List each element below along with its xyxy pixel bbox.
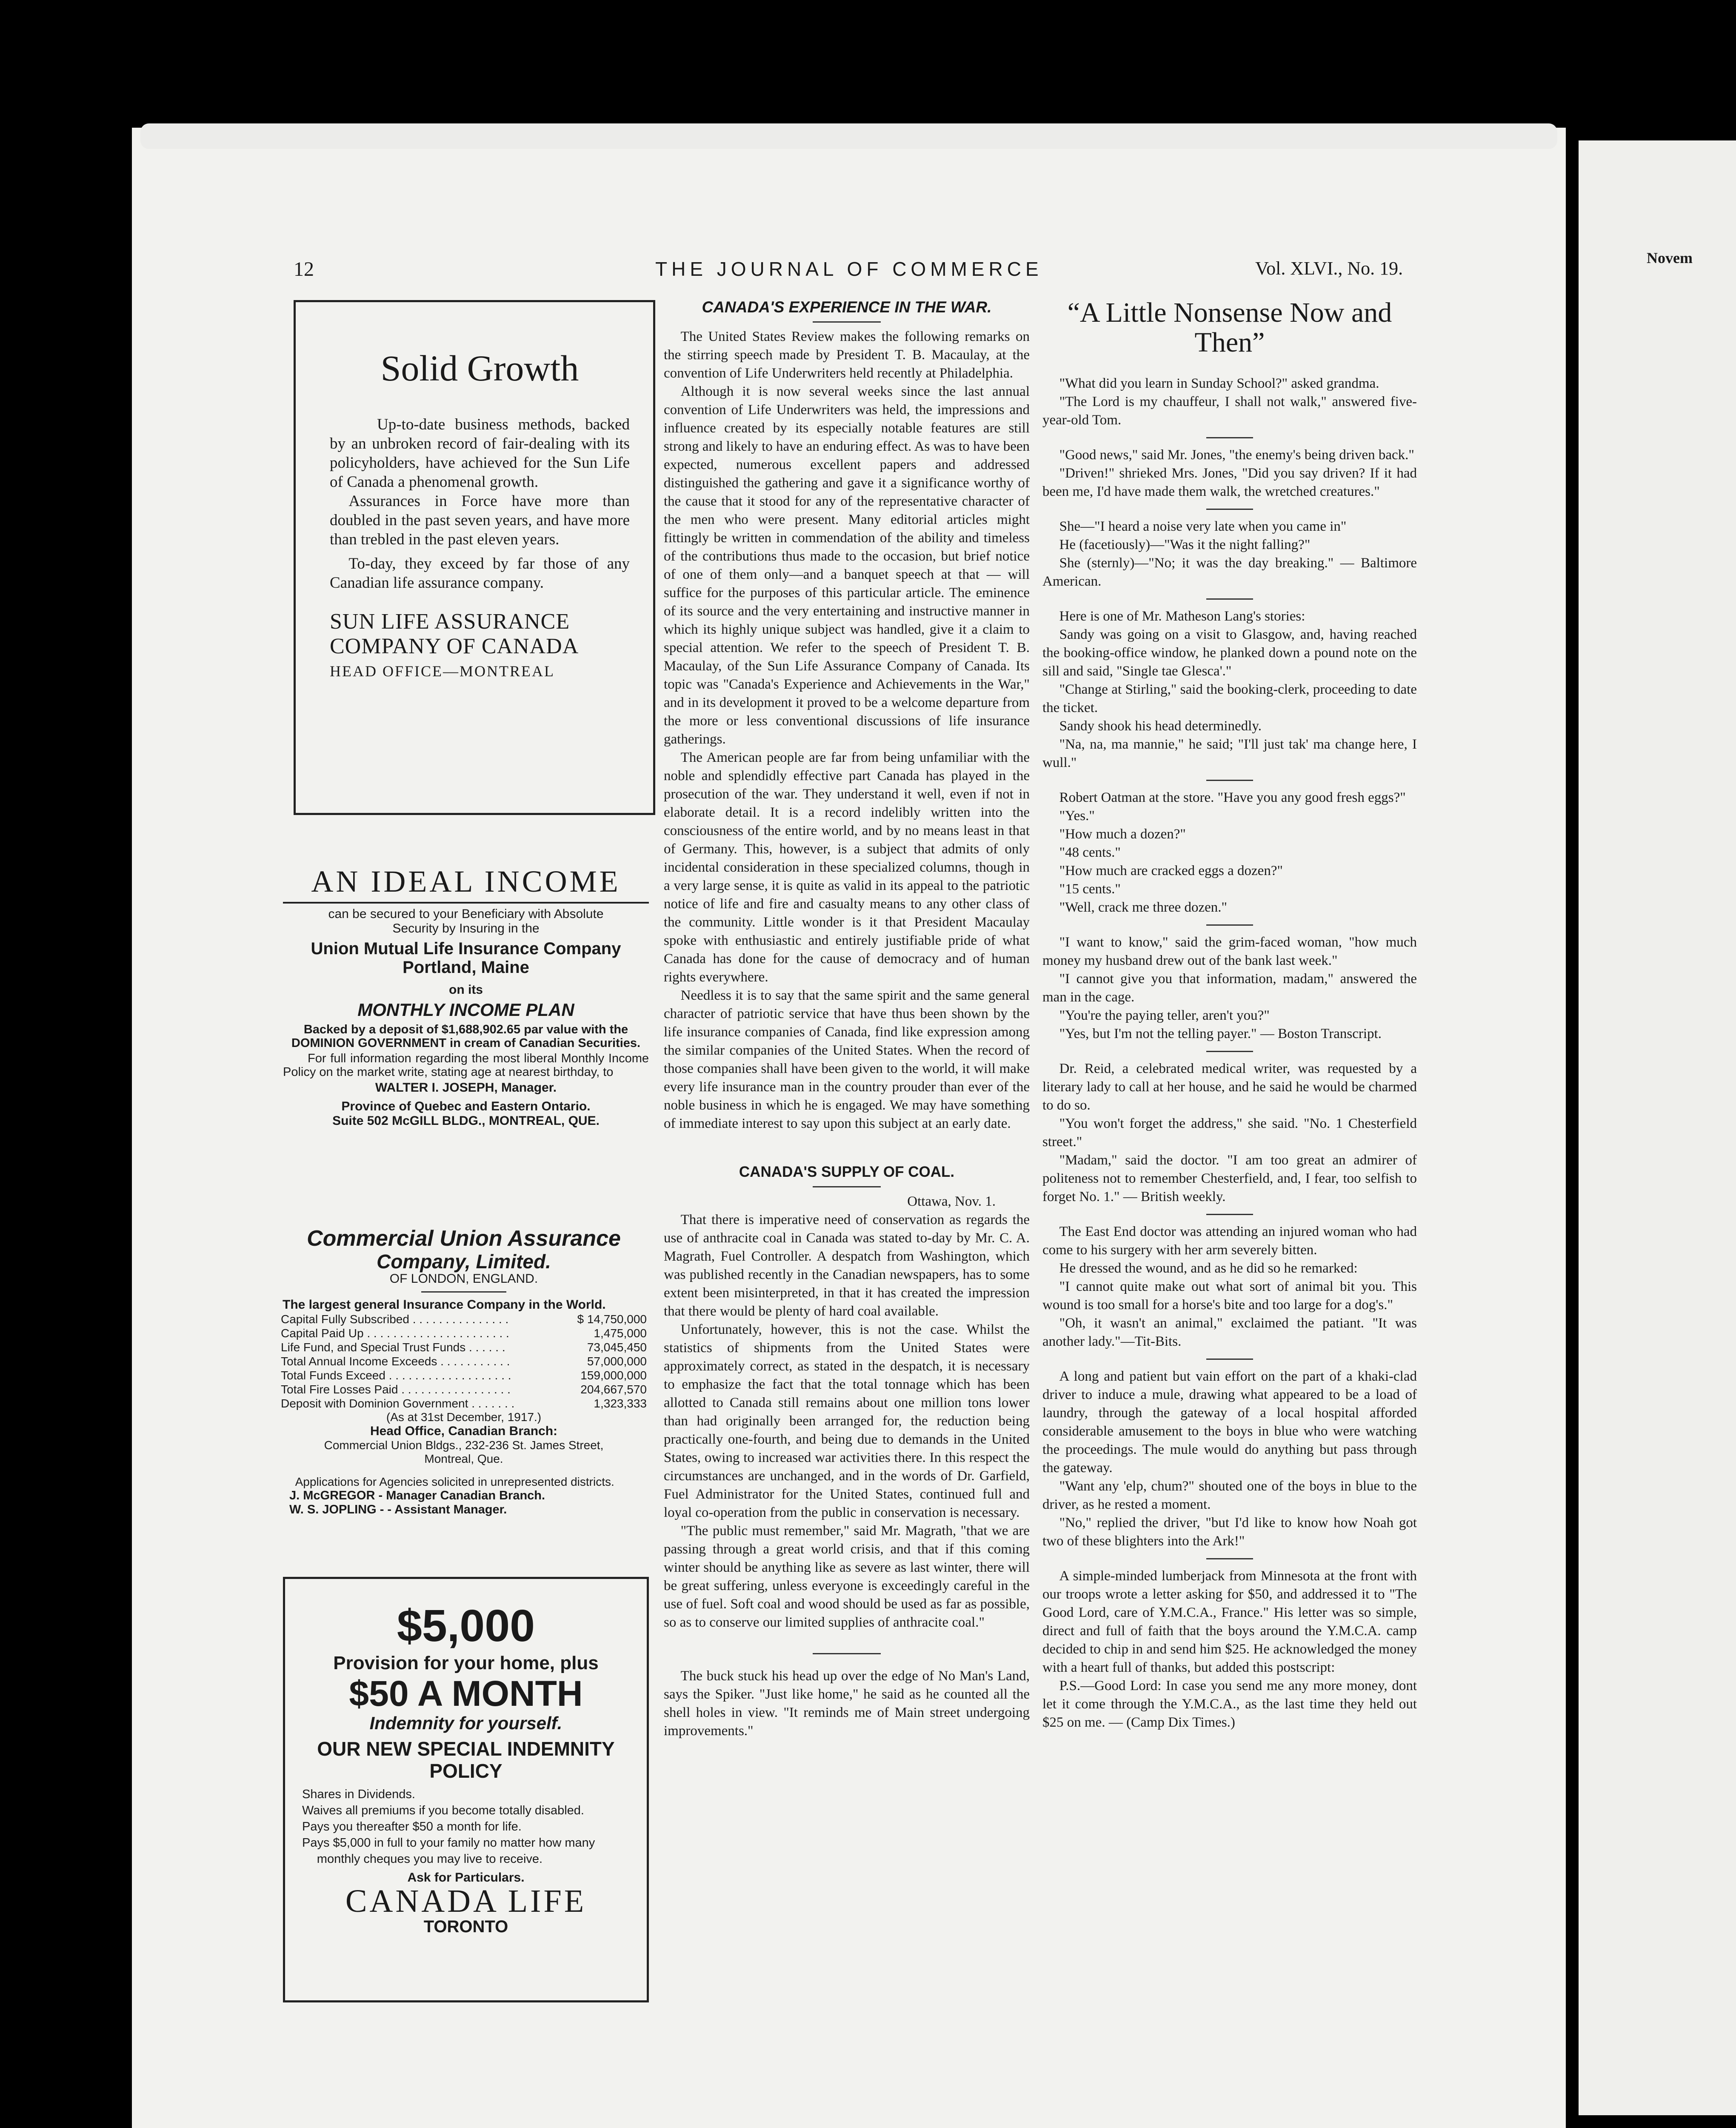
joke-paragraph: "15 cents." <box>1059 881 1121 897</box>
joke-paragraph: The East End doctor was attending an injured woman who had come to his surgery with her arm severely bitten. <box>1042 1224 1417 1258</box>
company-name: Union Mutual Life Insurance Company <box>311 939 621 958</box>
joke-paragraph: "Want any 'elp, chum?" shouted one of the boys in blue to the driver, as he rested a moment. <box>1042 1479 1417 1512</box>
company-name: SUN LIFE ASSURANCE <box>330 609 570 634</box>
adjacent-page-header: Novem <box>1647 249 1693 266</box>
dateline: Ottawa, Nov. 1. <box>907 1194 996 1209</box>
divider <box>813 1186 881 1187</box>
joke-paragraph: "Change at Stirling," said the booking-clerk, proceeding to date the ticket. <box>1042 682 1417 715</box>
journal-title: THE JOURNAL OF COMMERCE <box>655 258 1043 280</box>
article-paragraph: That there is imperative need of conservation as regards the use of anthracite coal in Canada was stated to-day by Mr. C. A. Magrath, Fuel Controller. A despatch from Washington, which was published recently in the Canadian newspapers, has to some extent been misinterpreted, in that it has created the impression that there would be plenty of hard coal available. <box>664 1212 1030 1319</box>
ad-address: Commercial Union Bldgs., 232-236 St. James Street, Montreal, Que. <box>324 1439 604 1465</box>
ad-line: (As at 31st December, 1917.) <box>386 1410 542 1424</box>
divider <box>1206 509 1253 510</box>
article-title: CANADA'S SUPPLY OF COAL. <box>739 1164 955 1180</box>
company-location: TORONTO <box>423 1917 508 1936</box>
page-number: 12 <box>294 258 314 280</box>
row-label: Capital Fully Subscribed . . . . . . . . . . . . . . . <box>281 1313 509 1326</box>
joke-item <box>1042 607 1417 772</box>
manager-name: WALTER I. JOSEPH, Manager. <box>375 1081 557 1095</box>
article-paragraph: Needless it is to say that the same spirit and the same general character of patriotic service that have thus been shown by the life insurance companies of Canada, find like expression among the similar companies of the United States. When the record of those companies shall have been given to the world, it will make every life insurance man in the country prouder than ever of the noble business in which he is engaged. We may have something of immediate interest to say upon this subject at an early date. <box>664 988 1030 1131</box>
row-label: Total Fire Losses Paid . . . . . . . . . . . . . . . . . <box>281 1383 511 1396</box>
manager-name: W. S. JOPLING - - Assistant Manager. <box>289 1503 507 1516</box>
ad-line: For full information regarding the most liberal Monthly Income Policy on the market write, stating age at nearest birthday, to <box>283 1052 649 1079</box>
right-column <box>1042 298 1417 1732</box>
divider <box>1206 1558 1253 1559</box>
joke-paragraph: "You won't forget the address," she said. "No. 1 Chesterfield street." <box>1042 1116 1417 1150</box>
sun-life-ad <box>294 300 655 815</box>
company-name: COMPANY OF CANADA <box>330 634 579 658</box>
policy-features <box>302 1786 634 1867</box>
ad-heading: AN IDEAL INCOME <box>283 864 649 904</box>
joke-paragraph: "Well, crack me three dozen." <box>1059 900 1228 915</box>
joke-paragraph: P.S.—Good Lord: In case you send me any more money, dont let it come through the Y.M.C.A., as the last time they held out $25 on me. — (Camp Dix Times.) <box>1042 1678 1417 1730</box>
joke-paragraph: A long and patient but vain effort on the part of a khaki-clad driver to induce a mule, drawing what appeared to be a load of laundry, through the gateway of a local hospital afforded considerable amusement to the boys in blue who were watching the proceedings. The mule would do anything but pass through the gateway. <box>1042 1369 1417 1476</box>
jokes-list <box>1042 375 1417 1732</box>
article-paragraph: Although it is now several weeks since the last annual convention of Life Underwriters was held, the impressions and influence created by its especially notable features are still strong and likely to have an enduring effect. As was to have been expected, numerous excellent papers and addressed distinguished the gathering and gave it a significance worthy of the cause that it stood for any of the representative character of the men who were present. Many editorial articles might fittingly be written in commendation of the ability and timeless of the contributions thus made to the occasion, but brief notice of one of them only—and a banquet speech at that — will suffice for the purposes of this particular article. The eminence of its source and the very entertaining and instructive manner in which its highly unique subject was handled, give it a claim to special attention. We refer to the speech of President T. B. Macaulay, of the Sun Life Assurance Company of Canada. Its topic was "Canada's Experience and Achievements in the War," and in its development it proved to be a welcome departure from the more or less conventional discussions of life insurance gatherings. <box>664 384 1030 747</box>
policy-feature: Pays you thereafter $50 a month for life. <box>302 1820 522 1833</box>
row-value: 1,475,000 <box>594 1327 647 1340</box>
joke-paragraph: "Driven!" shrieked Mrs. Jones, "Did you say driven? If it had been me, I'd have made them walk, the wretched creatures." <box>1042 466 1417 499</box>
divider <box>813 1653 881 1654</box>
article-body <box>664 1211 1030 1632</box>
joke-paragraph: "I want to know," said the grim-faced woman, "how much money my husband drew out of the bank last week." <box>1042 935 1417 968</box>
ad-line: Applications for Agencies solicited in unrepresented districts. <box>295 1475 614 1488</box>
divider <box>1206 598 1253 600</box>
joke-paragraph: Sandy was going on a visit to Glasgow, and, having reached the booking-office window, he planked down a pound note on the sill and said, "Single tae Glesca'." <box>1042 627 1417 679</box>
ad-line: can be secured to your Beneficiary with Absolute Security by Insuring in the <box>328 907 604 935</box>
row-label: Capital Paid Up . . . . . . . . . . . . . . . . . . . . . . <box>281 1327 509 1340</box>
plan-name: MONTHLY INCOME PLAN <box>357 1000 574 1020</box>
table-row <box>281 1382 647 1396</box>
row-label: Total Funds Exceed . . . . . . . . . . . . . . . . . . . <box>281 1369 511 1382</box>
commercial-union-ad <box>281 1226 647 1517</box>
ad-paragraph: Up-to-date business methods, backed by an unbroken record of fair-dealing with its policyholders, have achieved for the Sun Life of Canada a phenomenal growth. <box>330 416 630 491</box>
divider <box>1206 780 1253 781</box>
ad-line: Backed by a deposit of $1,688,902.65 par value with the DOMINION GOVERNMENT in cream of Canadian Securities. <box>291 1023 641 1050</box>
head-office: HEAD OFFICE—MONTREAL <box>330 663 555 680</box>
ad-amount: $5,000 <box>397 1601 535 1651</box>
joke-item <box>1042 518 1417 591</box>
ad-heading: Solid Growth <box>380 348 579 389</box>
joke-paragraph: "Oh, it wasn't an animal," exclaimed the patiant. "It was another lady."—Tit-Bits. <box>1042 1316 1417 1349</box>
middle-column <box>664 298 1030 1740</box>
policy-feature: Shares in Dividends. <box>302 1788 415 1801</box>
union-mutual-ad <box>283 864 649 1128</box>
joke-paragraph: "How much are cracked eggs a dozen?" <box>1059 863 1283 878</box>
company-location: OF LONDON, ENGLAND. <box>389 1272 538 1286</box>
divider <box>421 1291 506 1293</box>
table-row <box>281 1326 647 1340</box>
policy-name: OUR NEW SPECIAL INDEMNITY POLICY <box>317 1738 615 1782</box>
ad-subheading: Company, Limited. <box>377 1250 551 1273</box>
joke-paragraph: "I cannot give you that information, madam," answered the man in the cage. <box>1042 971 1417 1005</box>
adjacent-page <box>1579 140 1736 2115</box>
article-paragraph: The American people are far from being unfamiliar with the noble and splendidly effective part Canada has played in the prosecution of the war. They understand it well, even if not in elaborate detail. It is a record indelibly written into the consciousness of the entire world, and by no means least in that of Germany. This, however, is a subject that admits of only incidental consideration in these specialized columns, though in a very large sense, it is quite as valid in its appeal to the patriotic notice of life and fire and casualty means to any other class of the community. Little wonder is it that President Macaulay spoke with enthusiastic and entirely justifiable pride of what Canada has done for the cause of democracy and of human rights everywhere. <box>664 750 1030 985</box>
joke-paragraph: Dr. Reid, a celebrated medical writer, was requested by a literary lady to call at her house, and he said he would be charmed to do so. <box>1042 1061 1417 1113</box>
row-value: 159,000,000 <box>580 1369 647 1382</box>
article-paragraph: The buck stuck his head up over the edge of No Man's Land, says the Spiker. "Just like home," he said as he counted all the shell holes in view. "It reminds me of Main street undergoing improvements." <box>664 1668 1030 1739</box>
ad-line: Head Office, Canadian Branch: <box>370 1424 558 1438</box>
joke-paragraph: "I cannot quite make out what sort of animal bit you. This wound is too small for a horse's bite and too large for a dog's." <box>1042 1279 1417 1313</box>
joke-paragraph: A simple-minded lumberjack from Minnesota at the front with our troops wrote a letter asking for $50, and addressed it to "The Good Lord, care of Y.M.C.A., France." His letter was so simple, direct and full of faith that the boys around the Y.M.C.A. camp decided to chip in and send him $25. He acknowledged the money with a heart full of thanks, but added this postscript: <box>1042 1568 1417 1675</box>
joke-paragraph: She—"I heard a noise very late when you came in" <box>1059 519 1347 534</box>
row-value: 1,323,333 <box>594 1397 647 1410</box>
joke-paragraph: "How much a dozen?" <box>1059 827 1186 842</box>
article-paragraph: The United States Review makes the following remarks on the stirring speech made by President T. B. Macaulay, at the convention of Life Underwriters held recently at Philadelphia. <box>664 329 1030 381</box>
ad-address: Suite 502 McGILL BLDG., MONTREAL, QUE. <box>332 1114 600 1128</box>
divider <box>1206 924 1253 926</box>
row-value: 73,045,450 <box>587 1341 647 1354</box>
table-row <box>281 1354 647 1368</box>
joke-paragraph: "You're the paying teller, aren't you?" <box>1059 1008 1270 1023</box>
joke-item <box>1042 1367 1417 1550</box>
ad-paragraph: To-day, they exceed by far those of any Canadian life assurance company. <box>330 555 630 592</box>
joke-paragraph: He (facetiously)—"Was it the night falling?" <box>1059 537 1311 552</box>
table-row <box>281 1340 647 1354</box>
joke-paragraph: "Na, na, ma mannie," he said; "I'll just tak' ma change here, I wull." <box>1042 737 1417 770</box>
row-value: 204,667,570 <box>580 1383 647 1396</box>
joke-paragraph: "Yes, but I'm not the telling payer." — Boston Transcript. <box>1059 1026 1382 1041</box>
joke-paragraph: Here is one of Mr. Matheson Lang's stories: <box>1059 609 1305 624</box>
joke-item <box>1042 1223 1417 1351</box>
joke-paragraph: "Madam," said the doctor. "I am too great an admirer of politeness not to remember Chesterfield, and, I fear, too selfish to forget No. 1." — British weekly. <box>1042 1153 1417 1204</box>
joke-paragraph: "The Lord is my chauffeur, I shall not walk," answered five-year-old Tom. <box>1042 394 1417 428</box>
volume-number: Vol. XLVI., No. 19. <box>1255 258 1403 279</box>
ad-line: Provision for your home, plus <box>333 1653 599 1673</box>
policy-feature: Waives all premiums if you become totally disabled. <box>302 1804 584 1817</box>
joke-paragraph: Robert Oatman at the store. "Have you any good fresh eggs?" <box>1059 790 1406 805</box>
article-paragraph: Unfortunately, however, this is not the case. Whilst the statistics of shipments from the United States were approximately correct, as stated in the despatch, it is necessary to emphasize the fact that the total tonnage which has been allotted to Canada still remains about one million tons lower than had originally been arranged for, the reduction being practically one-fourth, and being due to demands in the United States, owing to increased war activities there. In this respect the circumstances are unchanged, and in the words of Dr. Garfield, Fuel Administrator for the United States, continued full and loyal co-operation from the public in conservation is necessary. <box>664 1322 1030 1520</box>
row-label: Total Annual Income Exceeds . . . . . . . . . . . <box>281 1355 510 1368</box>
divider <box>813 321 881 323</box>
table-row <box>281 1368 647 1382</box>
row-label: Life Fund, and Special Trust Funds . . . . . . <box>281 1341 505 1354</box>
joke-paragraph: She (sternly)—"No; it was the day breaking." — Baltimore American. <box>1042 555 1417 589</box>
financial-table <box>281 1312 647 1410</box>
company-name: CANADA LIFE <box>345 1883 587 1919</box>
ad-line: on its <box>449 983 483 997</box>
joke-paragraph: "48 cents." <box>1059 845 1121 860</box>
table-row <box>281 1312 647 1326</box>
page-edge <box>140 123 1557 149</box>
joke-item <box>1042 1567 1417 1732</box>
ad-line: Ask for Particulars. <box>407 1871 525 1885</box>
company-location: Portland, Maine <box>403 958 529 977</box>
joke-item <box>1042 933 1417 1043</box>
article-title: CANADA'S EXPERIENCE IN THE WAR. <box>702 298 992 316</box>
ad-amount: $50 A MONTH <box>349 1673 583 1713</box>
ad-line: The largest general Insurance Company in the World. <box>283 1298 606 1312</box>
joke-paragraph: "Yes." <box>1059 808 1095 824</box>
joke-item <box>1042 789 1417 917</box>
policy-feature: Pays $5,000 in full to your family no matter how many monthly cheques you may live to receive. <box>302 1836 595 1866</box>
joke-paragraph: "No," replied the driver, "but I'd like to know how Noah got two of these blighters into the Ark!" <box>1042 1515 1417 1549</box>
row-label: Deposit with Dominion Government . . . . . . . <box>281 1397 515 1410</box>
manager-name: J. McGREGOR - Manager Canadian Branch. <box>289 1489 545 1502</box>
ad-line: Province of Quebec and Eastern Ontario. <box>341 1099 591 1113</box>
divider <box>1206 1359 1253 1360</box>
divider <box>1206 437 1253 438</box>
joke-paragraph: He dressed the wound, and as he did so he remarked: <box>1059 1261 1358 1276</box>
ad-line: Indemnity for yourself. <box>369 1713 562 1733</box>
table-row <box>281 1396 647 1410</box>
joke-item <box>1042 375 1417 429</box>
divider <box>1206 1214 1253 1215</box>
row-value: $ 14,750,000 <box>577 1313 647 1326</box>
canada-life-ad <box>283 1577 649 2002</box>
article-paragraph: "The public must remember," said Mr. Magrath, "that we are passing through a great world crisis, and that if this coming winter should be anything like as severe as last winter, there will be great suffering, unless everyone is exceedingly careful in the use of fuel. Soft coal and wood should be used as far as possible, so as to conserve our limited supplies of anthracite coal." <box>664 1523 1030 1630</box>
joke-paragraph: Sandy shook his head determinedly. <box>1059 718 1262 734</box>
divider <box>1206 1051 1253 1052</box>
article-body <box>664 328 1030 1133</box>
joke-item <box>1042 1060 1417 1206</box>
joke-item <box>1042 446 1417 501</box>
joke-paragraph: "Good news," said Mr. Jones, "the enemy's being driven back." <box>1059 447 1414 463</box>
row-value: 57,000,000 <box>587 1355 647 1368</box>
ad-paragraph: Assurances in Force have more than doubled in the past seven years, and have more than trebled in the past eleven years. <box>330 492 630 548</box>
joke-paragraph: "What did you learn in Sunday School?" asked grandma. <box>1059 376 1379 391</box>
section-title: “A Little Nonsense Now and Then” <box>1067 297 1392 358</box>
ad-heading: Commercial Union Assurance <box>307 1226 621 1251</box>
